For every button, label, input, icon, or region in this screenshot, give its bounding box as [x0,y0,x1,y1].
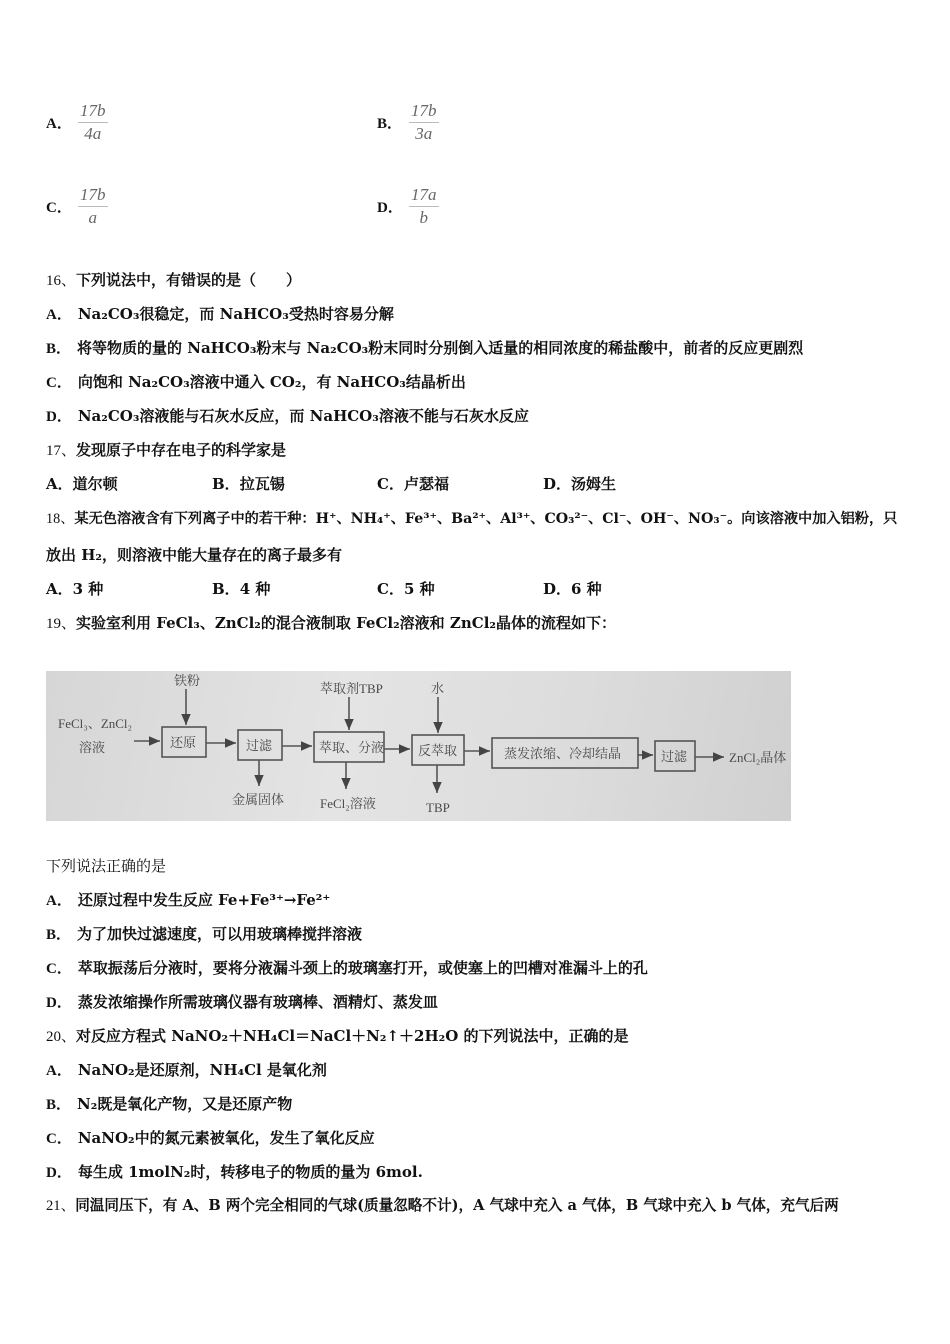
question-text: 同温同压下，有 A、B 两个完全相同的气球(质量忽略不计)，A 气球中充入 a 气体，B 气球中充入 b 气体，充气后两 [75,1197,839,1214]
question-text: 发现原子中存在电子的科学家是 [76,441,287,459]
q19-option-b [46,924,362,945]
option-label: D． [543,475,572,493]
q15-option-d [377,184,439,229]
step-4: 反萃取 [418,743,458,758]
option-label: C． [46,1131,72,1147]
option-label: C． [46,961,72,977]
q16-option-c [46,372,466,393]
q19-option-a [46,890,330,911]
q19-option-c [46,958,648,979]
question-text: 放出 H₂，则溶液中能大量存在的离子最多有 [46,546,342,564]
input-label-2: 溶液 [79,740,106,755]
denominator: a [88,208,97,227]
option-label: D． [377,200,403,216]
flowchart-svg [46,671,791,821]
q17-option-c [377,474,449,494]
option-label: C． [377,580,404,598]
denominator: 3a [415,124,433,143]
q18-option-c [377,579,435,599]
numerator: 17b [78,184,108,207]
q20-option-d [46,1162,423,1183]
top-input-2: 萃取剂TBP [320,681,383,696]
option-label: B． [46,1097,72,1113]
question-number: 18、 [46,511,75,527]
option-text: 汤姆生 [571,475,617,493]
option-text: 向饱和 Na₂CO₃溶液中通入 CO₂，有 NaHCO₃结晶析出 [77,373,466,391]
q18-option-b [212,579,270,599]
option-text: Na₂CO₃很稳定，而 NaHCO₃受热时容易分解 [77,305,394,323]
option-label: A． [46,475,73,493]
q16-stem [46,270,301,291]
q16-option-b [46,338,803,359]
option-label: C． [46,375,72,391]
fraction [409,100,439,145]
q19-sub-stem [46,856,166,876]
question-text: 某无色溶液含有下列离子中的若干种：H⁺、NH₄⁺、Fe³⁺、Ba²⁺、Al³⁺、CO₃²⁻、Cl⁻、OH⁻、NO₃⁻。向该溶液中加入铝粉，只 [74,511,898,527]
q18-stem-line2 [46,545,342,565]
option-text: 4 种 [239,580,271,598]
option-label: D． [543,580,572,598]
numerator: 17b [78,100,108,123]
option-label: B． [212,580,240,598]
step-6: 过滤 [661,749,688,764]
option-label: D． [46,1165,72,1181]
option-label: A． [46,116,72,132]
option-label: B． [46,927,72,943]
option-label: C． [46,200,72,216]
question-text: 下列说法中，有错误的是（ ） [76,271,302,289]
question-number: 17、 [46,443,77,459]
option-label: D． [46,409,72,425]
q15-option-c [46,184,108,229]
question-text: 实验室利用 FeCl₃、ZnCl₂的混合液制取 FeCl₂溶液和 ZnCl₂晶体的流程如下： [76,614,616,632]
q15-option-b [377,100,439,145]
option-text: NaNO₂中的氮元素被氧化，发生了氧化反应 [77,1129,375,1147]
option-text: 蒸发浓缩操作所需玻璃仪器有玻璃棒、酒精灯、蒸发皿 [77,993,438,1011]
question-number: 20、 [46,1029,77,1045]
question-text: 对反应方程式 NaNO₂＋NH₄Cl＝NaCl＋N₂↑＋2H₂O 的下列说法中，正确的是 [76,1027,629,1045]
q16-option-d [46,406,529,427]
q16-option-a [46,304,394,325]
option-label: B． [46,341,72,357]
step-2: 过滤 [246,738,273,753]
question-number: 21、 [46,1198,76,1214]
bottom-output-1: 金属固体 [232,792,285,807]
fraction [78,184,108,229]
option-label: A． [46,1063,72,1079]
option-text: 为了加快过滤速度，可以用玻璃棒搅拌溶液 [77,925,363,943]
input-label-1: FeCl₃、ZnCl₂ [58,716,133,731]
option-text: 萃取振荡后分液时，要将分液漏斗颈上的玻璃塞打开，或使塞上的凹槽对准漏斗上的孔 [77,959,648,977]
q17-option-a [46,474,118,494]
flowchart-image [46,671,791,821]
question-number: 19、 [46,616,77,632]
option-text: 还原过程中发生反应 Fe+Fe³⁺→Fe²⁺ [77,891,331,909]
numerator: 17b [409,100,439,123]
q18-option-a [46,579,103,599]
option-text: Na₂CO₃溶液能与石灰水反应，而 NaHCO₃溶液不能与石灰水反应 [77,407,529,425]
numerator: 17a [409,184,439,207]
option-text: 3 种 [72,580,104,598]
option-label: A． [46,307,72,323]
denominator: 4a [84,124,102,143]
step-1: 还原 [170,735,197,750]
question-number: 16、 [46,273,77,289]
q17-option-b [212,474,285,494]
q17-option-d [543,474,616,494]
q20-option-b [46,1094,292,1115]
option-label: B． [212,475,240,493]
question-text: 下列说法正确的是 [46,857,167,875]
fraction [409,184,439,229]
q20-option-a [46,1060,327,1081]
q18-stem-line1 [46,509,897,529]
top-input-1: 铁粉 [174,673,201,688]
q20-stem [46,1026,629,1047]
option-text: 道尔顿 [72,475,118,493]
denominator: b [419,208,428,227]
q19-option-d [46,992,438,1013]
option-label: A． [46,893,72,909]
option-text: 5 种 [403,580,435,598]
option-text: 卢瑟福 [403,475,449,493]
q17-stem [46,440,286,461]
option-text: 拉瓦锡 [239,475,285,493]
q21-stem [46,1196,839,1216]
option-text: 6 种 [571,580,602,598]
step-3: 萃取、分液 [319,740,385,755]
option-label: A． [46,580,73,598]
option-text: NaNO₂是还原剂，NH₄Cl 是氧化剂 [77,1061,327,1079]
option-label: B． [377,116,403,132]
final-output: ZnCl₂晶体 [729,750,787,765]
step-5: 蒸发浓缩、冷却结晶 [504,746,622,761]
option-label: C． [377,475,404,493]
top-input-3: 水 [431,681,445,696]
q18-option-d [543,579,602,599]
bottom-output-3: TBP [426,800,450,815]
option-text: 每生成 1molN₂时，转移电子的物质的量为 6mol. [77,1163,423,1181]
option-text: 将等物质的量的 NaHCO₃粉末与 Na₂CO₃粉末同时分别倒入适量的相同浓度的稀盐酸中，前者的反应更剧烈 [77,339,804,357]
option-text: N₂既是氧化产物，又是还原产物 [77,1095,293,1113]
q20-option-c [46,1128,375,1149]
q19-stem [46,613,616,634]
fraction [78,100,108,145]
bottom-output-2: FeCl₂溶液 [320,796,376,811]
q15-option-a [46,100,108,145]
option-label: D． [46,995,72,1011]
